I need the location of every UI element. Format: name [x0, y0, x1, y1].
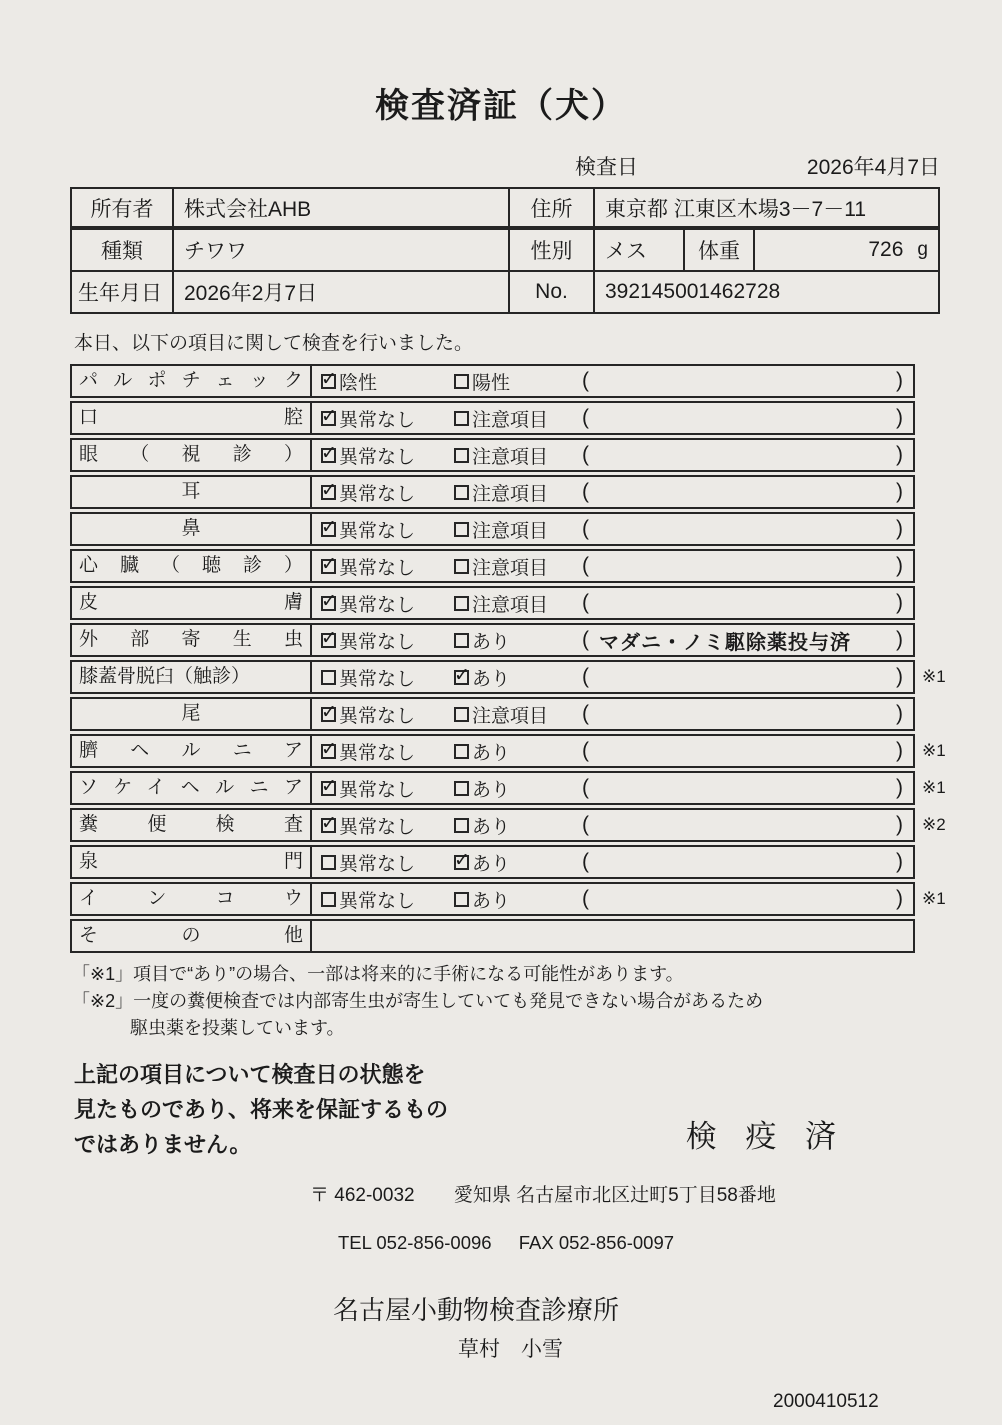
checkbox-checked-icon: [454, 855, 469, 870]
clinic-postal-code: 〒 462-0032: [310, 1185, 415, 1207]
footnote-mark: ※1: [922, 741, 946, 760]
exam-option: [454, 553, 582, 580]
breed-label: 種類: [101, 240, 143, 263]
exam-note: マダニ・ノミ駆除薬投与済: [599, 631, 851, 654]
footnote-mark: [915, 438, 967, 472]
exam-row: [70, 660, 970, 694]
exam-option-label: あり: [472, 890, 511, 912]
birthdate-value: 2026年2月7日: [172, 272, 508, 312]
exam-row-box: [70, 401, 915, 435]
footnote-mark: [915, 549, 967, 583]
clinic-tel: TEL 052-856-0096: [338, 1232, 492, 1254]
exam-option: [454, 886, 582, 913]
owner-value: 株式会社AHB: [172, 189, 508, 226]
open-paren: (: [582, 887, 589, 910]
exam-row-content: [312, 773, 913, 803]
checkbox-checked-icon: [321, 818, 336, 833]
exam-row-box: [70, 771, 915, 805]
exam-row: [70, 808, 970, 842]
exam-option: [454, 479, 582, 506]
close-paren: ): [896, 517, 903, 540]
exam-date-line: [70, 151, 940, 181]
quarantine-stamp: 検 疫 済: [685, 1119, 846, 1155]
exam-option-label: 陰性: [339, 372, 378, 394]
exam-row-content: [312, 625, 913, 655]
open-paren: (: [582, 443, 589, 466]
exam-option: [454, 627, 582, 654]
checkbox-checked-icon: [321, 559, 336, 574]
intro-text: 本日、以下の項目に関して検査を行いました。: [74, 333, 474, 354]
exam-row: [70, 586, 970, 620]
exam-option: [454, 405, 582, 432]
exam-row: [70, 845, 970, 879]
breed-value: チワワ: [172, 230, 508, 270]
exam-row: [70, 919, 970, 953]
close-paren: ): [896, 739, 903, 762]
exam-row-box: [70, 623, 915, 657]
close-paren: ): [896, 480, 903, 503]
exam-option: [321, 405, 454, 432]
exam-option: [321, 886, 454, 913]
owner-table: [70, 187, 940, 228]
exam-item-label: 臍ヘルニア: [72, 736, 312, 766]
checkbox-unchecked-icon: [454, 633, 469, 648]
clinic-name: 名古屋小動物検査診療所: [333, 1295, 620, 1326]
exam-row: [70, 401, 970, 435]
exam-option-label: 異常なし: [339, 594, 416, 616]
footnotes: [72, 961, 1002, 1042]
footnote-mark: [915, 919, 967, 953]
exam-row-content: [312, 699, 913, 729]
checkbox-unchecked-icon: [321, 892, 336, 907]
open-paren: (: [582, 813, 589, 836]
pet-table-row-2: [72, 270, 938, 312]
exam-option-label: 異常なし: [339, 779, 416, 801]
exam-option-label: 異常なし: [339, 668, 416, 690]
checkbox-checked-icon: [321, 485, 336, 500]
exam-item-label: 鼻: [72, 514, 312, 544]
exam-table: [70, 364, 970, 953]
close-paren: ): [896, 702, 903, 725]
sex-label: 性別: [508, 230, 593, 270]
close-paren: ): [896, 850, 903, 873]
exam-row-box: [70, 512, 915, 546]
exam-option: [321, 738, 454, 765]
disclaimer-statement: [74, 1058, 686, 1162]
exam-row-box: [70, 845, 915, 879]
checkbox-unchecked-icon: [454, 448, 469, 463]
open-paren: (: [582, 406, 589, 429]
exam-option-label: あり: [472, 631, 511, 653]
footnote-mark: ※1: [922, 889, 946, 908]
footnote-mark: ※2: [922, 815, 946, 834]
open-paren: (: [582, 554, 589, 577]
exam-row-box: [70, 549, 915, 583]
address-label: 住所: [508, 189, 593, 226]
weight-label: 体重: [683, 230, 753, 270]
footnote-2-continued: 駆虫薬を投薬しています。: [130, 1018, 345, 1038]
exam-option-label: 注意項目: [472, 520, 549, 542]
pet-table: [70, 228, 940, 314]
exam-row-content: [312, 847, 913, 877]
weight-value: 726: [868, 238, 904, 261]
checkbox-checked-icon: [321, 707, 336, 722]
no-value: 392145001462728: [593, 272, 938, 312]
exam-option: [454, 516, 582, 543]
footnote-mark: [915, 364, 967, 398]
checkbox-unchecked-icon: [454, 781, 469, 796]
exam-option: [454, 701, 582, 728]
exam-row-box: [70, 475, 915, 509]
footnote-mark: [915, 623, 967, 657]
exam-item-label: 耳: [72, 477, 312, 507]
footnote-mark: [915, 697, 967, 731]
exam-item-label: 口腔: [72, 403, 312, 433]
exam-option-label: 異常なし: [339, 853, 416, 875]
exam-row-box: [70, 882, 915, 916]
exam-option: [454, 368, 582, 395]
exam-item-label: 糞便検査: [72, 810, 312, 840]
exam-item-label: パルポチェック: [72, 366, 312, 396]
checkbox-checked-icon: [321, 781, 336, 796]
exam-option: [321, 590, 454, 617]
sex-value: メス: [593, 230, 683, 270]
exam-option-label: あり: [472, 742, 511, 764]
footnote-mark: ※1: [922, 667, 946, 686]
exam-row: [70, 512, 970, 546]
exam-option-label: あり: [472, 853, 511, 875]
no-label: No.: [508, 272, 593, 312]
exam-date-label: 検査日: [575, 156, 638, 179]
exam-option-label: 異常なし: [339, 409, 416, 431]
exam-option: [321, 442, 454, 469]
exam-option: [321, 516, 454, 543]
address-value: 東京都 江東区木場3－7－11: [593, 189, 938, 226]
exam-option: [321, 368, 454, 395]
document-number: 2000410512: [773, 1391, 879, 1413]
exam-item-label: 膝蓋骨脱臼（触診）: [72, 662, 312, 692]
exam-option-label: 異常なし: [339, 816, 416, 838]
footnote-2: 「※2」一度の糞便検査では内部寄生虫が寄生していても発見できない場合があるため: [72, 991, 764, 1011]
exam-date-value: 2026年4月7日: [806, 156, 940, 179]
exam-option: [321, 812, 454, 839]
exam-row-content: [312, 477, 913, 507]
exam-option-label: 注意項目: [472, 557, 549, 579]
exam-row-content: [312, 551, 913, 581]
open-paren: (: [582, 369, 589, 392]
exam-row-box: [70, 586, 915, 620]
exam-row: [70, 438, 970, 472]
close-paren: ): [896, 776, 903, 799]
footnote-1: 「※1」項目で“あり”の場合、一部は将来的に手術になる可能性があります。: [72, 964, 684, 984]
exam-item-label: 眼（視診）: [72, 440, 312, 470]
exam-option-label: 異常なし: [339, 742, 416, 764]
exam-row: [70, 697, 970, 731]
open-paren: (: [582, 739, 589, 762]
exam-row-content: [312, 588, 913, 618]
exam-row: [70, 882, 970, 916]
exam-option: [321, 849, 454, 876]
checkbox-checked-icon: [321, 633, 336, 648]
open-paren: (: [582, 850, 589, 873]
footnote-mark: [915, 586, 967, 620]
exam-item-label: 皮膚: [72, 588, 312, 618]
exam-option-label: 異常なし: [339, 890, 416, 912]
checkbox-unchecked-icon: [454, 892, 469, 907]
exam-option: [321, 479, 454, 506]
exam-row: [70, 771, 970, 805]
close-paren: ): [896, 591, 903, 614]
exam-row-box: [70, 660, 915, 694]
close-paren: ): [896, 369, 903, 392]
checkbox-checked-icon: [321, 596, 336, 611]
close-paren: ): [896, 443, 903, 466]
footnote-mark: [915, 475, 967, 509]
exam-item-label: 外部寄生虫: [72, 625, 312, 655]
exam-row: [70, 475, 970, 509]
weight-cell: [753, 230, 938, 270]
exam-option: [454, 590, 582, 617]
exam-row-content: [312, 884, 913, 914]
clinic-address: 愛知県 名古屋市北区辻町5丁目58番地: [453, 1185, 776, 1207]
exam-item-label: ソケイヘルニア: [72, 773, 312, 803]
checkbox-unchecked-icon: [454, 818, 469, 833]
exam-option-label: 異常なし: [339, 483, 416, 505]
statement-line-1: 上記の項目について検査日の状態を: [74, 1062, 426, 1087]
exam-option: [321, 553, 454, 580]
checkbox-checked-icon: [321, 448, 336, 463]
exam-option-label: 異常なし: [339, 557, 416, 579]
birthdate-label: 生年月日: [78, 282, 162, 305]
exam-option-label: 異常なし: [339, 446, 416, 468]
checkbox-unchecked-icon: [454, 411, 469, 426]
close-paren: ): [896, 406, 903, 429]
footnote-mark: [915, 401, 967, 435]
checkbox-unchecked-icon: [321, 855, 336, 870]
open-paren: (: [582, 665, 589, 688]
exam-option: [454, 849, 582, 876]
exam-row-content: [312, 921, 913, 951]
checkbox-unchecked-icon: [454, 596, 469, 611]
exam-row: [70, 623, 970, 657]
statement-line-3: ではありません。: [74, 1131, 252, 1157]
open-paren: (: [582, 480, 589, 503]
exam-item-label: インコウ: [72, 884, 312, 914]
exam-option: [454, 442, 582, 469]
open-paren: (: [582, 628, 589, 651]
close-paren: ): [896, 887, 903, 910]
exam-row-box: [70, 438, 915, 472]
exam-option-label: 注意項目: [472, 594, 549, 616]
exam-option-label: 注意項目: [472, 705, 549, 727]
exam-option-label: 陽性: [472, 372, 511, 394]
exam-row-content: [312, 736, 913, 766]
exam-option: [321, 627, 454, 654]
statement-line-2: 見たものであり、将来を保証するもの: [74, 1096, 449, 1122]
exam-row-content: [312, 440, 913, 470]
checkbox-checked-icon: [321, 411, 336, 426]
exam-row-box: [70, 697, 915, 731]
owner-label: 所有者: [90, 197, 154, 221]
exam-option-label: 注意項目: [472, 483, 549, 505]
exam-option-label: あり: [472, 668, 511, 690]
exam-row-box: [70, 364, 915, 398]
checkbox-checked-icon: [321, 522, 336, 537]
exam-row-box: [70, 734, 915, 768]
exam-row: [70, 734, 970, 768]
close-paren: ): [896, 665, 903, 688]
checkbox-checked-icon: [454, 670, 469, 685]
exam-row-content: [312, 403, 913, 433]
checkbox-unchecked-icon: [454, 744, 469, 759]
exam-option: [454, 664, 582, 691]
exam-row: [70, 549, 970, 583]
exam-item-label: その他: [72, 921, 312, 951]
open-paren: (: [582, 517, 589, 540]
exam-row: [70, 364, 970, 398]
open-paren: (: [582, 591, 589, 614]
exam-item-label: 泉門: [72, 847, 312, 877]
exam-option: [454, 775, 582, 802]
exam-option-label: 注意項目: [472, 409, 549, 431]
clinic-postal-line: [310, 1180, 1002, 1207]
exam-option: [454, 738, 582, 765]
checkbox-checked-icon: [321, 374, 336, 389]
exam-row-box: [70, 919, 915, 953]
footnote-mark: [915, 845, 967, 879]
exam-row-content: [312, 662, 913, 692]
exam-item-label: 心臓（聴診）: [72, 551, 312, 581]
exam-option-label: 注意項目: [472, 446, 549, 468]
checkbox-unchecked-icon: [454, 485, 469, 500]
exam-option-label: あり: [472, 816, 511, 838]
checkbox-unchecked-icon: [454, 522, 469, 537]
exam-row-content: [312, 810, 913, 840]
exam-option-label: 異常なし: [339, 631, 416, 653]
veterinarian-name: 草村 小雪: [458, 1338, 563, 1362]
exam-row-content: [312, 366, 913, 396]
checkbox-checked-icon: [321, 744, 336, 759]
footnote-mark: [915, 512, 967, 546]
close-paren: ): [896, 813, 903, 836]
clinic-fax: FAX 052-856-0097: [518, 1232, 675, 1254]
close-paren: ): [896, 628, 903, 651]
pet-table-row-1: [72, 230, 938, 270]
exam-option-label: 異常なし: [339, 705, 416, 727]
exam-option: [321, 664, 454, 691]
exam-option-label: あり: [472, 779, 511, 801]
clinic-tel-line: [338, 1232, 1002, 1254]
exam-option-label: 異常なし: [339, 520, 416, 542]
exam-row-box: [70, 808, 915, 842]
open-paren: (: [582, 702, 589, 725]
open-paren: (: [582, 776, 589, 799]
exam-row-content: [312, 514, 913, 544]
exam-item-label: 尾: [72, 699, 312, 729]
exam-option: [454, 812, 582, 839]
statement-section: [74, 1058, 934, 1162]
exam-option: [321, 775, 454, 802]
page-title: 検査済証（犬）: [375, 87, 627, 125]
checkbox-unchecked-icon: [454, 374, 469, 389]
close-paren: ): [896, 554, 903, 577]
checkbox-unchecked-icon: [321, 670, 336, 685]
footnote-mark: ※1: [922, 778, 946, 797]
checkbox-unchecked-icon: [454, 707, 469, 722]
exam-option: [321, 701, 454, 728]
weight-unit: g: [917, 239, 928, 260]
checkbox-unchecked-icon: [454, 559, 469, 574]
